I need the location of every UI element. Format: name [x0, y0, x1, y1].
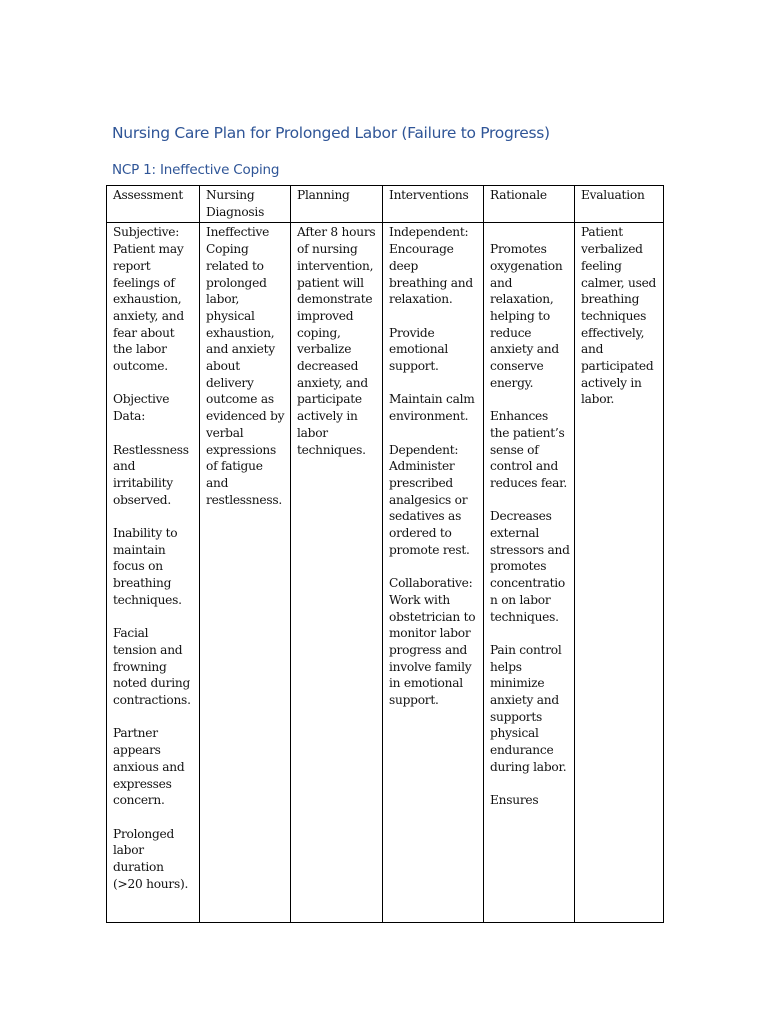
header-evaluation: Evaluation [575, 186, 664, 223]
table-header-row [107, 186, 664, 223]
rationale-cell [484, 223, 575, 923]
interventions-cell [383, 223, 484, 923]
intervention-emotional-support: Provide emotional support. [389, 325, 449, 374]
rationale-ensures: Ensures [490, 793, 539, 808]
ncp-heading: NCP 1: Ineffective Coping [112, 162, 280, 178]
header-nursing-diagnosis: Nursing Diagnosis [200, 186, 291, 223]
planning-text: After 8 hours of nursing intervention, patient will demonstrate improved coping, verbalize decreased anxiety, and participate actively in labor techniques. [297, 225, 376, 457]
diagnosis-text: Ineffective Coping related to prolonged labor, physical exhaustion, and anxiety about delivery outcome as evidenced by verbal expressions of fatigue and restlessness. [206, 225, 285, 507]
header-planning: Planning [291, 186, 383, 223]
care-plan-table [106, 185, 664, 923]
assessment-facial-tension: Facial tension and frowning noted during contractions. [113, 626, 191, 708]
assessment-restlessness: Restlessness and irritability observed. [113, 442, 189, 507]
planning-cell [291, 223, 383, 923]
table-row [107, 223, 664, 923]
intervention-collaborative: Collaborative: Work with obstetrician to monitor labor progress and involve family in emotional support. [389, 576, 476, 708]
assessment-duration: Prolonged labor duration (>20 hours). [113, 826, 189, 891]
header-assessment: Assessment [107, 186, 200, 223]
evaluation-text: Patient verbalized feeling calmer, used breathing techniques effectively, and participated actively in labor. [581, 225, 657, 407]
intervention-independent: Independent: Encourage deep breathing and relaxation. [389, 225, 473, 307]
assessment-cell [107, 223, 200, 923]
rationale-pain-control: Pain control helps minimize anxiety and supports physical endurance during labor. [490, 642, 567, 774]
header-rationale: Rationale [484, 186, 575, 223]
header-interventions: Interventions [383, 186, 484, 223]
document-title: Nursing Care Plan for Prolonged Labor (Failure to Progress) [112, 124, 550, 142]
rationale-stressors: Decreases external stressors and promotes concentration on labor techniques. [490, 509, 570, 624]
diagnosis-cell [200, 223, 291, 923]
assessment-objective-label: Objective Data: [113, 392, 170, 424]
rationale-control: Enhances the patient’s sense of control and reduces fear. [490, 409, 567, 490]
assessment-subjective: Subjective: Patient may report feelings of exhaustion, anxiety, and fear about the labor outcome. [113, 225, 184, 374]
intervention-dependent: Dependent: Administer prescribed analgesics or sedatives as ordered to promote rest. [389, 442, 470, 557]
rationale-oxygenation: Promotes oxygenation and relaxation, helping to reduce anxiety and conserve energy. [490, 242, 563, 390]
assessment-partner: Partner appears anxious and expresses concern. [113, 726, 185, 808]
assessment-focus: Inability to maintain focus on breathing techniques. [113, 526, 182, 607]
evaluation-cell [575, 223, 664, 923]
intervention-calm-environment: Maintain calm environment. [389, 392, 475, 424]
